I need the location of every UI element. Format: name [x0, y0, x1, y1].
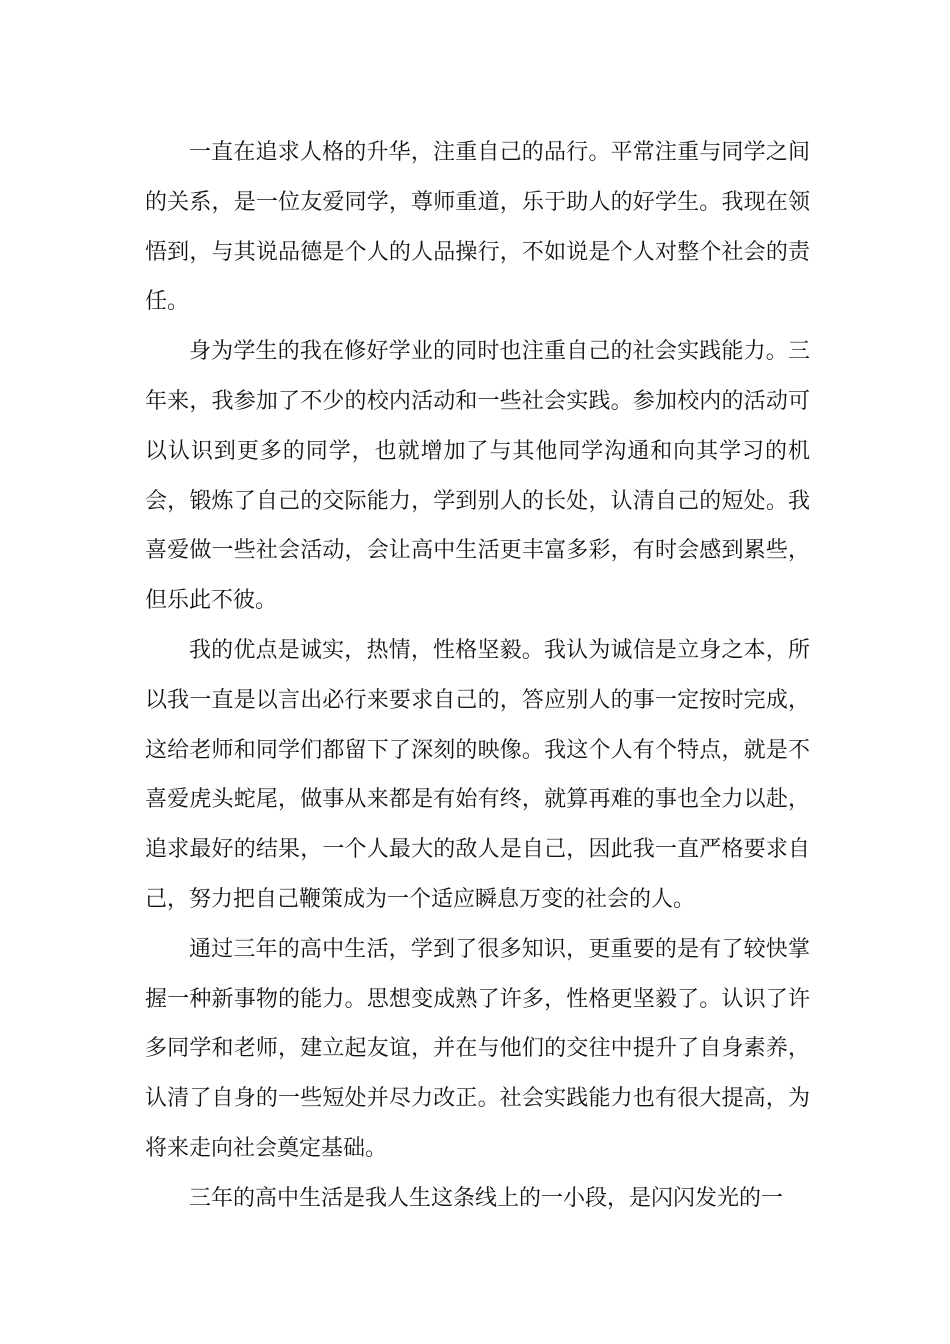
document-page — [145, 128, 810, 1224]
paragraph-1: 一直在追求人格的升华，注重自己的品行。平常注重与同学之间的关系，是一位友爱同学，尊师重道，乐于助人的好学生。我现在领悟到，与其说品德是个人的人品操行，不如说是个人对整个社会的责任。 — [145, 140, 810, 315]
paragraph-2: 身为学生的我在修好学业的同时也注重自己的社会实践能力。三年来，我参加了不少的校内活动和一些社会实践。参加校内的活动可以认识到更多的同学，也就增加了与其他同学沟通和向其学习的机会，锻炼了自己的交际能力，学到别人的长处，认清自己的短处。我喜爱做一些社会活动，会让高中生活更丰富多彩，有时会感到累些，但乐此不彼。 — [145, 339, 810, 614]
paragraph-5: 三年的高中生活是我人生这条线上的一小段，是闪闪发光的一 — [189, 1185, 784, 1211]
paragraph-3: 我的优点是诚实，热情，性格坚毅。我认为诚信是立身之本，所以我一直是以言出必行来要求自己的，答应别人的事一定按时完成，这给老师和同学们都留下了深刻的映像。我这个人有个特点，就是不喜爱虎头蛇尾，做事从来都是有始有终，就算再难的事也全力以赴，追求最好的结果，一个人最大的敌人是自己，因此我一直严格要求自己，努力把自己鞭策成为一个适应瞬息万变的社会的人。 — [145, 637, 810, 912]
paragraph-4: 通过三年的高中生活，学到了很多知识，更重要的是有了较快掌握一种新事物的能力。思想变成熟了许多，性格更坚毅了。认识了许多同学和老师，建立起友谊，并在与他们的交往中提升了自身素养，认清了自身的一些短处并尽力改正。社会实践能力也有很大提高，为将来走向社会奠定基础。 — [145, 936, 810, 1161]
